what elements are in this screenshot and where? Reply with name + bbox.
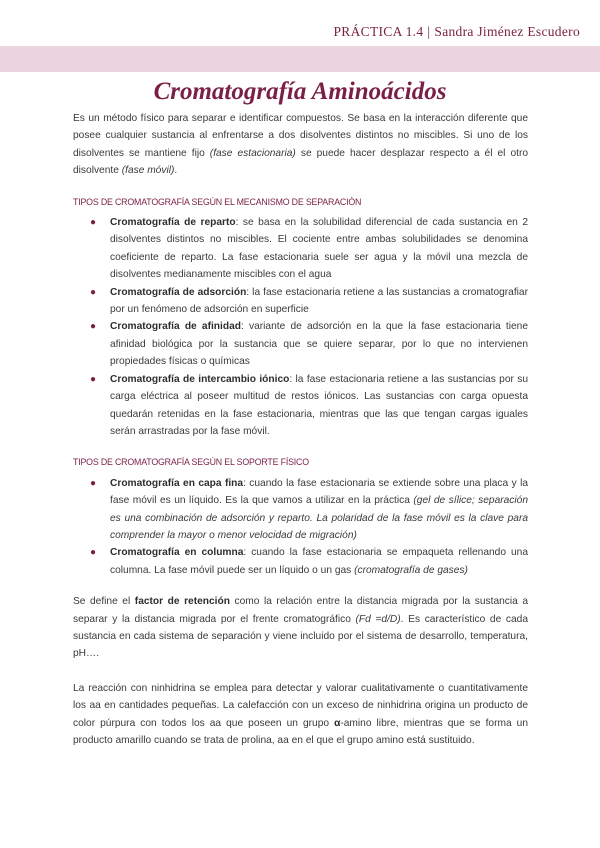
intro-text: . xyxy=(174,165,178,177)
section-heading-separation: TIPOS DE CROMATOGRAFÍA SEGÚN EL MECANISMO DE SEPARACIÓN xyxy=(73,196,362,208)
bullet-icon: ● xyxy=(90,477,97,489)
list-item-text: : variante de adsorción en la que la fase estacionaria tiene afinidad biológica por la sustancia que se quiere separar, por lo que no intervienen propiedades físicas o químicas xyxy=(110,321,528,368)
support-types-list xyxy=(73,475,528,579)
list-item xyxy=(73,371,528,441)
list-item-text: : cuando la fase estacionaria se empaqueta rellenando una columna. La fase móvil puede ser un líquido o un gas xyxy=(110,547,528,576)
alpha-symbol: α xyxy=(334,717,341,729)
page-title: Cromatografía Aminoácidos xyxy=(153,78,447,105)
bullet-icon: ● xyxy=(90,321,97,333)
intro-italic-mobile: (fase móvil) xyxy=(121,165,175,177)
list-item-text: : cuando la fase estacionaria se extiende sobre una placa y la fase móvil es un líquido. Es la que vamos a utilizar en la práctica xyxy=(110,477,528,507)
list-item xyxy=(73,284,528,319)
list-item xyxy=(73,475,528,545)
separation-types-list xyxy=(73,214,528,440)
list-item-text: : se basa en la solubilidad diferencial de cada sustancia en 2 disolventes distintos no miscibles. El cociente entre ambas solubilidades se denomina coeficiente de reparto. La fase estacionaria suele ser agua y la móvil una mezcla de disolventes medianamente miscibles con el agua xyxy=(110,217,528,281)
list-item-italic: (cromatografía de gases) xyxy=(354,564,468,576)
bullet-icon: ● xyxy=(90,373,97,385)
ninhydrin-text: -amino libre, mientras que se forma un producto amarillo cuando se trata de prolina, aa en el que el grupo amino está sustituido. xyxy=(73,717,528,746)
ninhydrin-text: La reacción con ninhidrina se emplea para detectar y valorar cualitativamente o cuantitativamente los aa en cantidades pequeñas. La calefacción con un exceso de ninhidrina origina un producto de color púrpura con todos los aa que poseen un grupo xyxy=(73,682,528,729)
retention-text: como la relación entre la distancia migrada por la sustancia a separar y la distancia migrada por el frente cromatográfico xyxy=(73,596,529,625)
retention-text: . Es característico de cada sustancia en cada sistema de separación y viene incluido por el sistema de desarrollo, temperatura, pH…. xyxy=(73,613,528,660)
header-title xyxy=(334,24,581,40)
list-item xyxy=(73,214,528,284)
list-item-term: Cromatografía de intercambio iónico xyxy=(110,373,290,385)
retention-factor-paragraph xyxy=(73,593,528,663)
list-item-term: Cromatografía en capa fina xyxy=(110,477,244,489)
list-item-text: : la fase estacionaria retiene a las sustancias a cromatografiar por un fenómeno de adsorción en superficie xyxy=(110,286,528,316)
list-item-term: Cromatografía de reparto xyxy=(110,217,236,229)
retention-term: factor de retención xyxy=(134,596,230,608)
page-header xyxy=(0,0,600,76)
ninhydrin-paragraph xyxy=(73,680,528,750)
bullet-icon: ● xyxy=(90,286,97,298)
list-item-text: : la fase estacionaria retiene a las sustancias por su carga eléctrica al poseer multitud de restos iónicos. Las sustancias con carga opuesta quedarán retenidas en la fase estacionaria, mientras que las que tengan cargas iguales serán arrastradas por la fase móvil. xyxy=(110,373,528,437)
list-item-italic: (gel de sílice; separación es una combinación de adsorción y reparto. La polaridad de la fase móvil es la clave para comprender la mayor o menor velocidad de migración) xyxy=(110,495,528,541)
retention-text: Se define el xyxy=(73,596,135,608)
header-band xyxy=(0,46,600,72)
list-item-term: Cromatografía de afinidad xyxy=(110,321,241,333)
intro-paragraph xyxy=(73,110,528,180)
bullet-icon: ● xyxy=(90,217,97,229)
document-body xyxy=(73,110,528,749)
intro-text: Es un método físico para separar e identificar compuestos. Se basa en la interacción diferente que posee cualquier sustancia al enfrentarse a dos disolventes distintos no miscibles. Si uno de los disolventes se mantiene fijo xyxy=(73,113,528,159)
list-item xyxy=(73,544,528,579)
intro-text: se puede hacer desplazar respecto a él el otro disolvente xyxy=(73,147,529,177)
list-item-term: Cromatografía en columna xyxy=(110,547,244,559)
header-practice: PRÁCTICA 1.4 xyxy=(333,24,424,39)
header-separator: | xyxy=(427,24,431,39)
list-item-term: Cromatografía de adsorción xyxy=(110,286,247,298)
list-item xyxy=(73,318,528,370)
intro-italic-stationary: (fase estacionaria) xyxy=(209,147,296,159)
bullet-icon: ● xyxy=(90,547,97,559)
section-heading-support: TIPOS DE CROMATOGRAFÍA SEGÚN EL SOPORTE FÍSICO xyxy=(73,457,309,469)
retention-formula: (Fd =d/D) xyxy=(355,613,401,625)
header-author: Sandra Jiménez Escudero xyxy=(434,24,580,39)
